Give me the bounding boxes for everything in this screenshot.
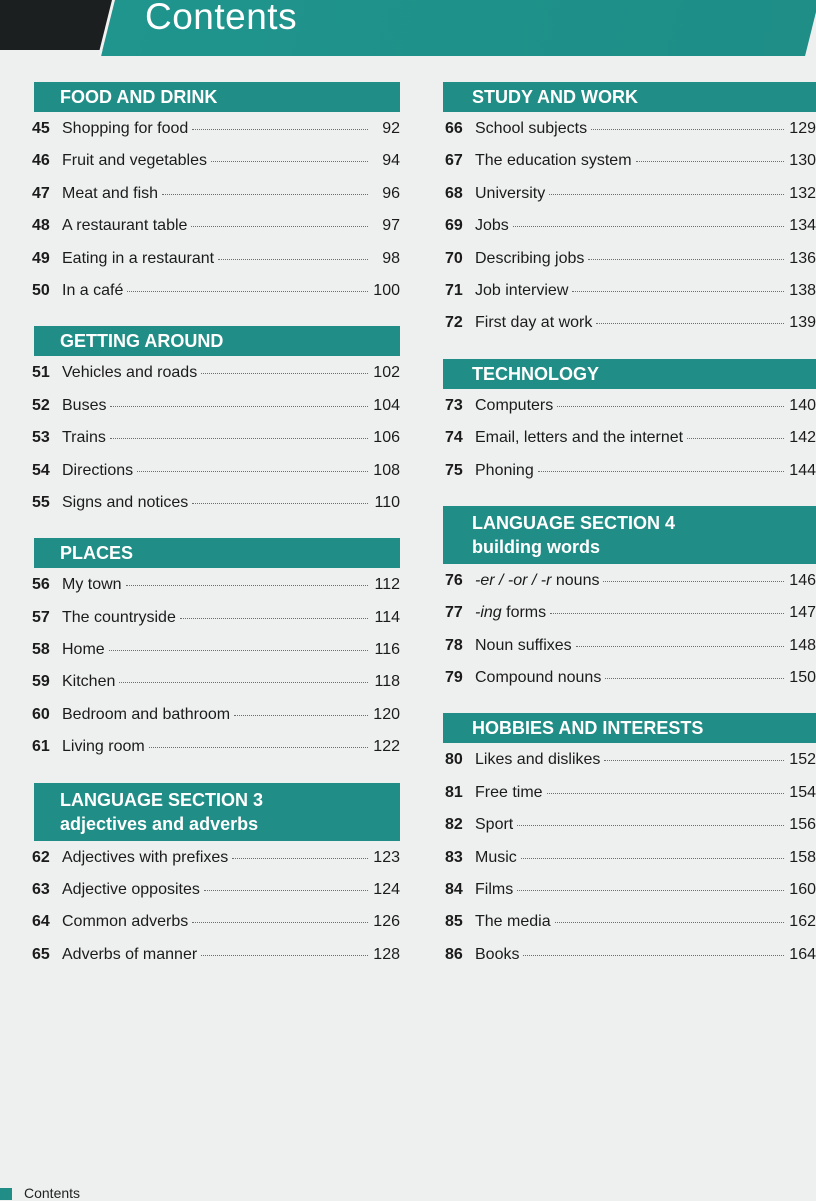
toc-entry[interactable]	[24, 641, 400, 673]
dot-leader	[636, 161, 784, 162]
toc-entry[interactable]	[24, 462, 400, 494]
page-number: 120	[373, 705, 400, 723]
contents-column-left	[24, 82, 400, 978]
dot-leader	[192, 922, 368, 923]
contents-section	[443, 713, 816, 978]
unit-number: 77	[445, 604, 463, 622]
unit-title-text: Job interview	[475, 281, 569, 299]
toc-entry[interactable]	[24, 120, 400, 152]
page-number: 124	[373, 881, 400, 899]
dot-leader	[110, 438, 368, 439]
section-title: STUDY AND WORK	[472, 87, 638, 107]
unit-title-text: The countryside	[62, 608, 176, 626]
section-subtitle: building words	[472, 536, 600, 557]
toc-entry[interactable]	[443, 881, 816, 913]
unit-number: 78	[445, 636, 463, 654]
toc-entry[interactable]	[24, 185, 400, 217]
unit-title-text: Films	[475, 881, 514, 899]
unit-title	[475, 217, 509, 235]
page-number: 92	[382, 120, 400, 137]
unit-title	[62, 185, 158, 203]
page-number: 136	[789, 249, 816, 267]
page-number: 104	[373, 396, 400, 414]
page-number: 94	[382, 152, 400, 170]
unit-title-text: Signs and notices	[62, 493, 189, 511]
section-heading	[34, 783, 400, 841]
page-number: 158	[789, 848, 816, 866]
dot-leader	[234, 715, 368, 716]
section-title: FOOD AND DRINK	[60, 87, 218, 107]
dot-leader	[588, 259, 784, 260]
page-number: 146	[789, 571, 816, 589]
unit-title	[62, 849, 228, 867]
section-title: HOBBIES AND INTERESTS	[472, 718, 704, 739]
dot-leader	[126, 585, 368, 586]
unit-title-text: Music	[475, 848, 517, 866]
unit-title	[475, 604, 546, 622]
contents-section	[443, 506, 816, 702]
dot-leader	[204, 890, 368, 891]
dot-leader	[162, 194, 368, 195]
toc-entry[interactable]	[443, 784, 816, 816]
dot-leader	[137, 471, 368, 472]
unit-number: 49	[32, 249, 50, 267]
unit-title	[62, 494, 188, 512]
dot-leader	[557, 406, 784, 407]
toc-entry[interactable]	[443, 637, 816, 669]
unit-number: 82	[445, 816, 463, 834]
unit-title	[475, 751, 600, 769]
unit-title-text: Meat and fish	[62, 184, 159, 202]
page-number: 123	[373, 848, 400, 866]
unit-title-text: Adverbs of manner	[62, 945, 198, 963]
page-number: 122	[373, 738, 400, 756]
toc-entry[interactable]	[24, 913, 400, 945]
unit-number: 53	[32, 429, 50, 447]
toc-entry[interactable]	[24, 946, 400, 978]
dot-leader	[521, 858, 784, 859]
page-number: 138	[789, 281, 816, 299]
section-heading	[34, 82, 400, 112]
unit-title-text: Describing jobs	[475, 249, 585, 267]
dot-leader	[192, 503, 368, 504]
unit-number: 76	[445, 571, 463, 589]
dot-leader	[572, 291, 784, 292]
unit-title-text: Compound nouns	[475, 669, 602, 687]
page-number: 114	[374, 608, 400, 626]
toc-entry[interactable]	[443, 604, 816, 636]
unit-title-text: The education system	[475, 152, 632, 170]
dot-leader	[605, 678, 784, 679]
unit-title-text: Bedroom and bathroom	[62, 705, 231, 723]
unit-title	[475, 572, 599, 590]
dot-leader	[523, 955, 784, 956]
unit-title	[475, 250, 584, 268]
unit-title-text: Noun suffixes	[475, 636, 572, 654]
dot-leader	[596, 323, 784, 324]
unit-title	[475, 152, 632, 170]
toc-entry[interactable]	[443, 669, 816, 701]
toc-entry[interactable]	[443, 462, 816, 494]
unit-title-text: Adjectives with prefixes	[62, 848, 229, 866]
dot-leader	[547, 793, 784, 794]
page-number: 160	[789, 881, 816, 899]
section-heading	[443, 506, 816, 564]
page-number: 108	[373, 461, 400, 479]
dot-leader	[232, 858, 368, 859]
page-title: Contents	[145, 0, 298, 37]
unit-number: 83	[445, 848, 463, 866]
unit-title	[62, 217, 187, 235]
dot-leader	[550, 613, 784, 614]
unit-title-text: Adjective opposites	[62, 881, 200, 899]
unit-title-text: Books	[475, 945, 520, 963]
unit-number: 79	[445, 669, 463, 687]
page-number: 142	[789, 429, 816, 447]
page-number: 152	[789, 751, 816, 769]
unit-title	[475, 429, 683, 447]
contents-section	[24, 783, 400, 979]
dot-leader	[192, 129, 368, 130]
section-title: LANGUAGE SECTION 4	[472, 512, 676, 533]
page-number: 129	[789, 120, 816, 137]
page-number: 150	[789, 669, 816, 687]
unit-title-text: The media	[475, 913, 551, 931]
unit-title	[62, 609, 176, 627]
toc-entry[interactable]	[443, 120, 816, 152]
dot-leader	[180, 618, 368, 619]
toc-entry[interactable]	[443, 816, 816, 848]
toc-entry[interactable]	[24, 576, 400, 608]
unit-number: 72	[445, 314, 463, 332]
toc-entry[interactable]	[443, 282, 816, 314]
page-number: 147	[789, 604, 816, 622]
unit-number: 86	[445, 945, 463, 963]
toc-entry[interactable]	[443, 185, 816, 217]
unit-title	[62, 913, 188, 931]
dot-leader	[211, 161, 368, 162]
unit-number: 74	[445, 429, 463, 447]
toc-entry[interactable]	[24, 397, 400, 429]
unit-title	[62, 282, 123, 300]
dot-leader	[201, 955, 368, 956]
unit-title	[475, 120, 587, 138]
dot-leader	[603, 581, 784, 582]
page-number: 126	[373, 913, 400, 931]
unit-title-text: School subjects	[475, 120, 588, 137]
page-number: 116	[374, 641, 400, 659]
unit-number: 70	[445, 249, 463, 267]
dot-leader	[513, 226, 784, 227]
unit-title-text: A restaurant table	[62, 217, 188, 235]
page-number: 102	[373, 364, 400, 382]
unit-number: 68	[445, 184, 463, 202]
unit-title	[475, 462, 534, 480]
page-number: 144	[789, 461, 816, 479]
toc-entry[interactable]	[24, 250, 400, 282]
page-number: 98	[382, 249, 400, 267]
page-number: 134	[789, 217, 816, 235]
unit-number: 45	[32, 120, 50, 137]
unit-number: 75	[445, 461, 463, 479]
unit-title-text: Shopping for food	[62, 120, 189, 137]
unit-title-text: Living room	[62, 738, 145, 756]
dot-leader	[191, 226, 368, 227]
unit-title-text: My town	[62, 576, 122, 594]
page-number: 154	[789, 783, 816, 801]
unit-title	[62, 429, 106, 447]
toc-entry[interactable]	[443, 314, 816, 346]
page-number: 140	[789, 396, 816, 414]
unit-title-text: Computers	[475, 396, 554, 414]
contents-column-right	[443, 82, 816, 978]
section-heading	[34, 326, 400, 356]
dot-leader	[109, 650, 368, 651]
toc-entry[interactable]	[443, 572, 816, 604]
unit-title-text: Jobs	[475, 217, 509, 235]
unit-title	[62, 462, 133, 480]
unit-number: 64	[32, 913, 50, 931]
unit-number: 46	[32, 152, 50, 170]
contents-section	[24, 82, 400, 314]
page-number: 112	[374, 576, 400, 594]
toc-entry[interactable]	[443, 946, 816, 978]
toc-entry[interactable]	[443, 429, 816, 461]
section-subtitle: adjectives and adverbs	[60, 813, 259, 834]
toc-entry[interactable]	[24, 706, 400, 738]
unit-title-text: Buses	[62, 396, 107, 414]
unit-title	[475, 282, 568, 300]
unit-number: 71	[445, 281, 463, 299]
unit-title	[475, 784, 543, 802]
dot-leader	[687, 438, 784, 439]
page-number: 162	[789, 913, 816, 931]
section-heading	[443, 82, 816, 112]
unit-title	[62, 641, 105, 659]
unit-number: 85	[445, 913, 463, 931]
unit-title-text: Eating in a restaurant	[62, 249, 215, 267]
toc-entry[interactable]	[443, 250, 816, 282]
toc-entry[interactable]	[24, 152, 400, 184]
unit-title-text: Home	[62, 641, 105, 659]
unit-number: 48	[32, 217, 50, 235]
unit-number: 67	[445, 152, 463, 170]
toc-entry[interactable]	[443, 751, 816, 783]
unit-number: 54	[32, 461, 50, 479]
toc-entry[interactable]	[24, 364, 400, 396]
dot-leader	[517, 825, 784, 826]
page-number: 118	[374, 673, 400, 691]
dot-leader	[591, 129, 784, 130]
unit-number: 73	[445, 396, 463, 414]
footer-marker	[0, 1188, 12, 1200]
toc-entry[interactable]	[443, 217, 816, 249]
page-number: 132	[789, 184, 816, 202]
footer-label: Contents	[24, 1185, 81, 1201]
unit-number: 69	[445, 217, 463, 235]
dot-leader	[555, 922, 784, 923]
page-number: 110	[374, 493, 400, 511]
unit-title	[62, 250, 214, 268]
unit-title-text: Trains	[62, 429, 106, 447]
unit-title	[475, 637, 572, 655]
dot-leader	[127, 291, 368, 292]
toc-entry[interactable]	[24, 429, 400, 461]
unit-title-text: Common adverbs	[62, 913, 189, 931]
unit-title	[62, 706, 230, 724]
unit-title-text: Sport	[475, 816, 514, 834]
unit-title-text: University	[475, 184, 546, 202]
unit-number: 47	[32, 184, 50, 202]
unit-title	[475, 913, 551, 931]
unit-title-text: forms	[501, 604, 547, 622]
unit-title-italic: -ing	[475, 604, 502, 622]
page-number: 130	[789, 152, 816, 170]
dot-leader	[119, 682, 368, 683]
unit-title	[62, 946, 197, 964]
dot-leader	[538, 471, 784, 472]
toc-entry[interactable]	[443, 913, 816, 945]
unit-title	[62, 738, 145, 756]
unit-number: 55	[32, 493, 50, 511]
toc-entry[interactable]	[443, 849, 816, 881]
unit-title-text: Likes and dislikes	[475, 751, 601, 769]
section-heading	[443, 359, 816, 389]
dot-leader	[201, 373, 368, 374]
unit-title	[475, 881, 513, 899]
unit-number: 80	[445, 751, 463, 769]
page-number: 106	[373, 429, 400, 447]
unit-number: 63	[32, 881, 50, 899]
toc-entry[interactable]	[24, 738, 400, 770]
dot-leader	[549, 194, 784, 195]
unit-number: 58	[32, 641, 50, 659]
page-number: 96	[382, 184, 400, 202]
section-heading	[34, 538, 400, 568]
toc-entry[interactable]	[24, 494, 400, 526]
unit-title	[62, 576, 122, 594]
dot-leader	[149, 747, 368, 748]
contents-section	[443, 359, 816, 494]
unit-number: 62	[32, 848, 50, 866]
page-number: 156	[789, 816, 816, 834]
unit-number: 50	[32, 281, 50, 299]
unit-title	[475, 397, 553, 415]
unit-number: 61	[32, 738, 50, 756]
toc-entry[interactable]	[24, 673, 400, 705]
contents-section	[443, 82, 816, 347]
unit-title	[475, 816, 513, 834]
toc-entry[interactable]	[443, 397, 816, 429]
page-number: 139	[789, 314, 816, 332]
unit-title-text: First day at work	[475, 314, 593, 332]
dot-leader	[576, 646, 784, 647]
toc-entry[interactable]	[24, 849, 400, 881]
unit-title-text: Email, letters and the internet	[475, 429, 684, 447]
dot-leader	[604, 760, 784, 761]
unit-title	[475, 669, 601, 687]
unit-title	[475, 314, 592, 332]
unit-number: 60	[32, 705, 50, 723]
toc-entry[interactable]	[24, 217, 400, 249]
section-title: TECHNOLOGY	[472, 363, 600, 384]
unit-title	[62, 673, 115, 691]
unit-title-italic: -er / -or / -r	[475, 571, 552, 589]
unit-title-text: Fruit and vegetables	[62, 152, 207, 170]
unit-number: 84	[445, 881, 463, 899]
dot-leader	[218, 259, 368, 260]
contents-section	[24, 538, 400, 770]
page-number: 164	[789, 945, 816, 963]
unit-title	[62, 881, 200, 899]
unit-number: 65	[32, 945, 50, 963]
dot-leader	[110, 406, 368, 407]
unit-title	[475, 849, 517, 867]
dot-leader	[517, 890, 784, 891]
unit-title	[475, 946, 519, 964]
unit-title-text: Directions	[62, 461, 134, 479]
unit-title-text: Free time	[475, 783, 543, 801]
page-number: 97	[382, 217, 400, 235]
toc-entry[interactable]	[443, 152, 816, 184]
page-number: 148	[789, 636, 816, 654]
unit-number: 52	[32, 396, 50, 414]
toc-entry[interactable]	[24, 881, 400, 913]
unit-title-text: nouns	[551, 571, 600, 589]
unit-number: 59	[32, 673, 50, 691]
unit-title-text: Vehicles and roads	[62, 364, 198, 382]
unit-title-text: Kitchen	[62, 673, 116, 691]
page-number: 100	[373, 281, 400, 299]
unit-number: 57	[32, 608, 50, 626]
unit-title	[62, 120, 188, 138]
unit-title	[62, 397, 106, 415]
toc-entry[interactable]	[24, 282, 400, 314]
unit-title	[62, 152, 207, 170]
toc-entry[interactable]	[24, 609, 400, 641]
contents-section	[24, 326, 400, 526]
unit-number: 51	[32, 364, 50, 382]
section-heading	[443, 713, 816, 743]
unit-title	[475, 185, 545, 203]
unit-number: 66	[445, 120, 463, 137]
section-title: LANGUAGE SECTION 3	[60, 789, 264, 810]
unit-title-text: In a café	[62, 281, 124, 299]
section-title: GETTING AROUND	[60, 331, 224, 352]
unit-title	[62, 364, 197, 382]
unit-number: 56	[32, 576, 50, 594]
unit-title-text: Phoning	[475, 461, 534, 479]
section-title: PLACES	[60, 543, 134, 564]
page-number: 128	[373, 945, 400, 963]
unit-number: 81	[445, 783, 463, 801]
